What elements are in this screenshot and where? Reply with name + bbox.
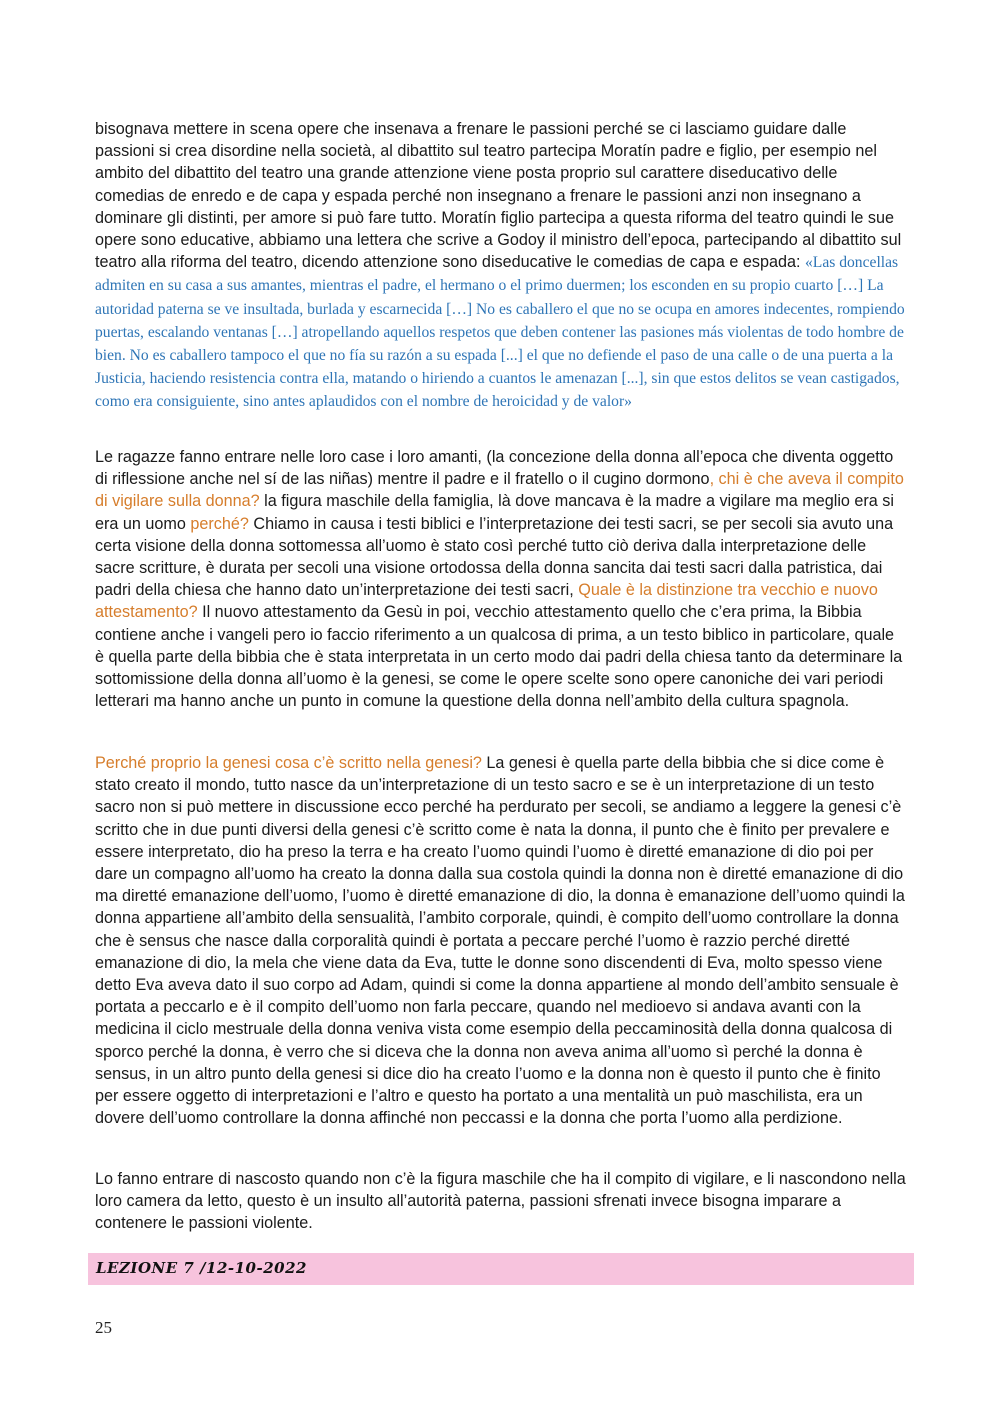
paragraph-women-conception: [95, 446, 907, 712]
paragraph-text: Chiamo in causa i testi biblici e l’interpretazione dei testi sacri, se per secoli sia avuto una certa visione della donna sottomessa all’uomo è stato così perché tutto ciò deriva dalla interpretazione delle sacre scritture, è durata per secoli una visione ortodossa della donna sancita dai testi sacri dalla patristica, dai padri della chiesa che hanno dato un’interpretazione dei testi sacri,: [95, 514, 894, 600]
paragraph-text: la figura maschile della famiglia, là dove mancava è la madre a vigilare ma meglio era si era un uomo: [95, 492, 894, 533]
paragraph-text: Lo fanno entrare di nascosto quando non c’è la figura maschile che ha il compito di vigilare, e li nascondono nella loro camera da letto, questo è un insulto all’autorità paterna, passioni sfrenati invece bisogna imparare a contenere le passioni violente.: [95, 1170, 906, 1233]
moratin-quote: «Las doncellas admiten en su casa a sus amantes, mientras el padre, el hermano o el primo duermen; los esconden en su propio cuarto […] La autoridad paterna se ve insultada, burlada y escarnecida […] No es caballero el que no se ocupa en amores indecentes, rompiendo puertas, escalando ventanas […] atropellando aquellos respetos que deben contener las pasiones más violentas de todo hombre de bien. No es caballero tampoco el que no fía su razón a su espada [...] el que no defiende el paso de una calle o de una puerta a la Justicia, haciendo resistencia contra ella, matando o hiriendo a cuantos le amenazan [...], sin que estos delitos se vean castigados, como era consiguiente, sino antes aplaudidos con el nombre de heroicidad y de valor»: [95, 254, 905, 411]
paragraph-text: Le ragazze fanno entrare nelle loro case i loro amanti, (la concezione della donna all’epoca che diventa oggetto di riflessione anche nel sí de las niñas) mentre il padre e il fratello o il cugino dormono: [95, 448, 894, 489]
paragraph-text: bisognava mettere in scena opere che insenava a frenare le passioni perché se ci lasciamo guidare dalle passioni si crea disordine nella società, al dibattito sul teatro partecipa Moratín padre e figlio, per esempio nel ambito del dibattito del teatro una grande attenzione viene posta proprio sul carattere diseducativo delle comedias de enredo e de capa y espada perché non insegnano a frenare le passioni anzi non insegnano a dominare gli distinti, per amore si può fare tutto. Moratín figlio partecipa a questa riforma del teatro quindi le sue opere sono educative, abbiamo una lettera che scrive a Godoy il ministro dell’epoca, partecipando al dibattito sul teatro alla riforma del teatro, dicendo attenzione sono diseducative le comedias de capa e espada:: [95, 120, 902, 272]
question-highlight: perché?: [190, 514, 249, 533]
lesson-header-bar: [88, 1253, 914, 1285]
paragraph-text: La genesi è quella parte della bibbia che si dice come è stato creato il mondo, tutto nasce da un’interpretazione di un testo sacro e se è un interpretazione di un testo sacro non si può mettere in discussione ecco perché ha perdurato per secoli, se andiamo a leggere la genesi c’è scritto che in due punti diversi della genesi c’è scritto come è nata la donna, il punto che è finito per prevalere e essere interpretato, dio ha preso la terra e ha creato l’uomo quindi l’uomo è diretté emanazione di dio poi per dare un compagno all’uomo ha creato la donna dalla sua costola quindi la donna non è diretté emanazione di dio ma diretté emanazione dell’uomo, l’uomo è diretté emanazione di dio, la donna è emanazione dell’uomo quindi la donna appartiene all’ambito della sensualità, l’ambito corporale, quindi, è compito dell’uomo controllare la donna che è sensus che nasce dalla corporalità quindi è portata a peccare perché l’uomo è razzio perché diretté emanazione di dio, la mela che viene data da Eva, tutte le donne sono discendenti di Eva, molto spesso viene detto Eva aveva dato il suo corpo ad Adam, quindi si come la donna appartiene al mondo dell’ambito sensuale è portata a peccarlo e è il compito dell’uomo non farla peccare, quando nel medioevo si andava avanti con la medicina il ciclo mestruale della donna veniva vista come esempio della peccaminosità della donna qualcosa di sporco perché la donna, è verro che si diceva che la donna non aveva anima all’uomo sì perché la donna è sensus, in un altro punto della genesi si dice dio ha creato l’uomo e la donna non è questo il punto che è finito per essere oggetto di interpretazioni e l’altro e questo ha portato a una mentalità un può maschilista, era un dovere dell’uomo controllare la donna affinché non peccassi e la donna che porta l’uomo alla perdizione.: [95, 754, 905, 1128]
paragraph-genesis: [95, 752, 907, 1129]
question-highlight: Perché proprio la genesi cosa c’è scritto nella genesi?: [95, 754, 482, 772]
lesson-title: LEZIONE 7 /12-10-2022: [96, 1259, 307, 1277]
paragraph-conclusion: [95, 1168, 907, 1235]
question-highlight: , chi è che aveva il compito di vigilare sulla donna?: [95, 470, 904, 511]
page-number: 25: [95, 1318, 112, 1337]
paragraph-theatre-debate: [95, 118, 907, 414]
question-highlight: Quale è la distinzione tra vecchio e nuovo attestamento?: [95, 581, 878, 622]
paragraph-text: Il nuovo attestamento da Gesù in poi, vecchio attestamento quello che c’era prima, la Bibbia contiene anche i vangeli pero io faccio riferimento a un qualcosa di prima, a un testo biblico in particolare, quale è quella parte della bibbia che è stata interpretata in un certo modo dai padri della chiesa tanto da determinare la sottomissione della donna all’uomo è la genesi, se come le opere scelte sono opere canoniche dei vari periodi letterari ma hanno anche un punto in comune la questione della donna nell’ambito della cultura spagnola.: [95, 603, 903, 711]
